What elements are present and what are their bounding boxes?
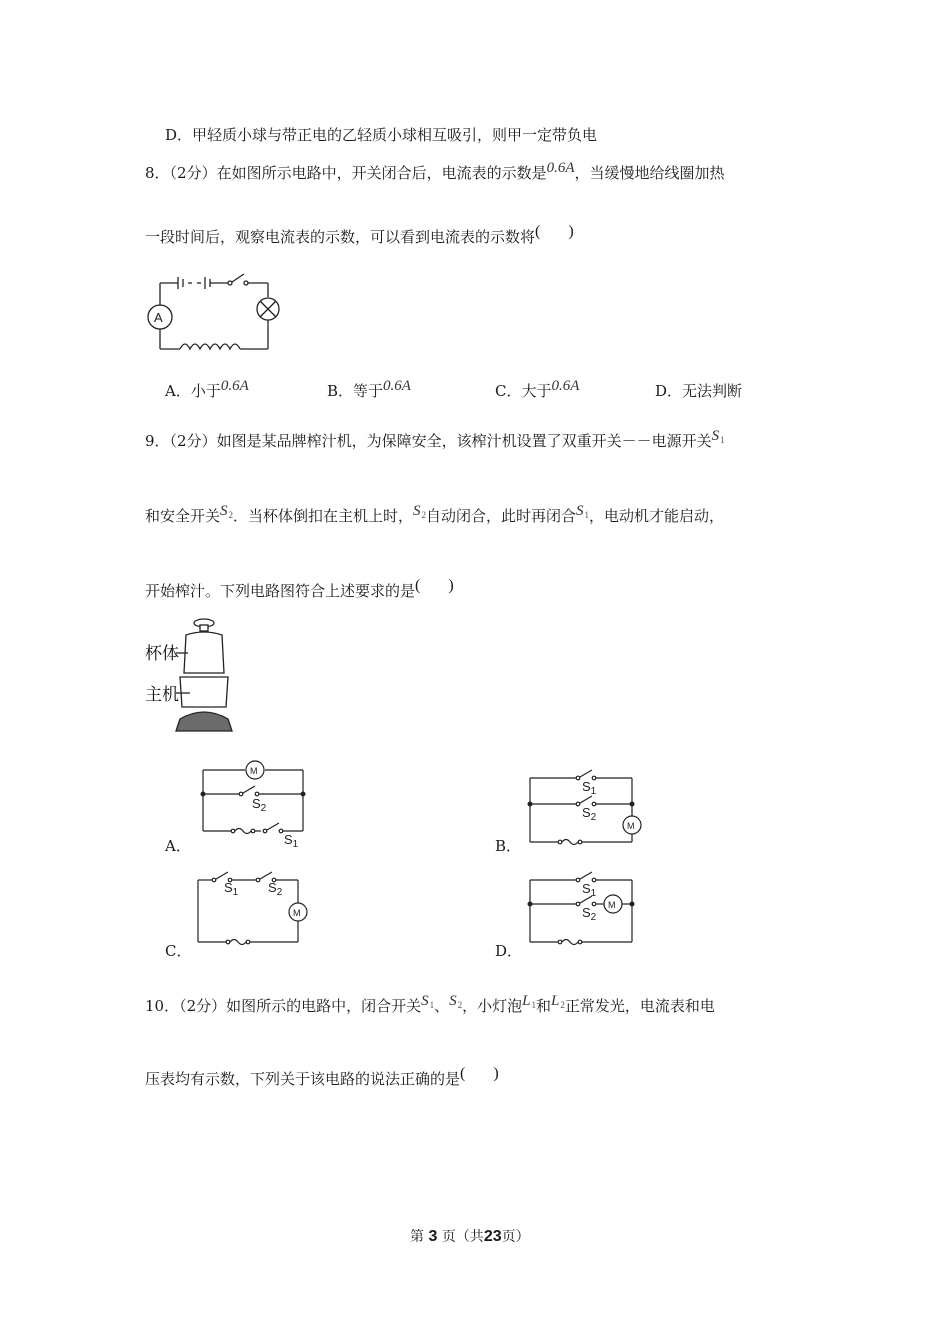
q9-line3 (145, 577, 454, 601)
motor-d: M (608, 900, 616, 910)
q10-stem-line1a: 10．（2分）如图所示的电路中，闭合开关 (145, 997, 422, 1015)
q9-s2-a-sub: 2 (228, 510, 234, 520)
switch-c-s1 (224, 880, 239, 898)
label-cup: 杯体 (145, 644, 179, 663)
motor-b: M (627, 821, 635, 831)
q9-s1-b: S (576, 503, 584, 519)
q8-option-b-label: B．等于 (327, 382, 384, 400)
q8-option-c-label: C．大于 (495, 382, 552, 400)
footer-page-number: 3 (428, 1228, 438, 1245)
q10-sep: 、 (434, 997, 450, 1015)
switch-d-s1-sub: 1 (590, 888, 597, 899)
switch-a-s1 (284, 832, 299, 850)
q9-line2 (145, 505, 724, 526)
q8-option-a-label: A．小于 (165, 382, 221, 400)
q10-s1: S (421, 993, 429, 1009)
q8-stem-start: 8．（2分）在如图所示电路中，开关闭合后，电流表的示数是 (145, 164, 547, 182)
q8-current-value: 0.6A (546, 160, 575, 176)
q9-circuit-c (190, 866, 320, 948)
q10-s2: S (449, 993, 457, 1009)
q9-option-c[interactable]: C． (165, 942, 192, 960)
footer-prefix: 第 (410, 1229, 424, 1245)
q10-stem-line1c: 正常发光，电流表和电 (564, 997, 715, 1015)
q8-option-b[interactable] (327, 380, 411, 401)
q10-stem-line1b: ，小灯泡 (462, 997, 523, 1015)
footer-suffix: 页） (501, 1229, 530, 1245)
q8-option-c-value: 0.6A (551, 378, 580, 394)
switch-b-s1 (582, 779, 597, 797)
switch-d-s1 (582, 881, 597, 899)
q8-stem-line2: 一段时间后，观察电流表的示数，可以看到电流表的示数将 (145, 228, 536, 246)
q9-stem-line2b: ．当杯体倒扣在主机上时， (233, 507, 414, 525)
q10-and: 和 (536, 997, 552, 1015)
q10-l2: L (551, 993, 560, 1009)
q10-l1: L (522, 993, 531, 1009)
q10-line1 (145, 995, 715, 1016)
switch-c-s2-s: S (268, 880, 277, 895)
q9-s1: S (711, 428, 720, 444)
q8-circuit-diagram (140, 265, 290, 360)
q9-stem-line3: 开始榨汁。下列电路图符合上述要求的是 (145, 582, 416, 600)
switch-c-s1-s: S (224, 880, 233, 895)
q10-s1-sub: 1 (429, 1000, 435, 1010)
q10-l2-sub: 2 (560, 1000, 565, 1010)
q8-option-a[interactable] (165, 380, 249, 401)
switch-a-s1-sub: 1 (292, 839, 299, 850)
switch-d-s2-sub: 2 (590, 912, 597, 923)
q10-s2-sub: 2 (457, 1000, 463, 1010)
q10-l1-sub: 1 (531, 1000, 537, 1010)
q9-circuit-b (522, 768, 652, 850)
q8-option-d-label: D．无法判断 (655, 382, 743, 400)
switch-c-s2 (268, 880, 283, 898)
footer-total-pages: 23 (483, 1228, 502, 1245)
q9-s2-b: S (413, 503, 421, 519)
q10-answer-paren[interactable]: ( ) (460, 1065, 499, 1082)
switch-b-s2-s: S (582, 805, 591, 820)
q8-option-c[interactable] (495, 380, 579, 401)
q8-stem-end: ，当缓慢地给线圈加热 (574, 164, 725, 182)
q9-answer-paren[interactable]: ( ) (415, 577, 454, 594)
switch-d-s2-s: S (582, 905, 591, 920)
q9-s2-b-sub: 2 (421, 510, 427, 520)
q9-stem-line2d: ，电动机才能启动， (589, 507, 725, 525)
page-footer (410, 1226, 530, 1246)
q9-option-d[interactable]: D． (495, 942, 523, 960)
q9-stem-line1: 9．（2分）如图是某品牌榨汁机，为保障安全，该榨汁机设置了双重开关－－电源开关 (145, 432, 712, 450)
q9-s2-a: S (220, 503, 228, 519)
footer-mid: 页（共 (441, 1229, 484, 1245)
q9-circuit-d (522, 866, 652, 948)
switch-b-s2 (582, 805, 597, 823)
switch-c-s2-sub: 2 (276, 887, 283, 898)
q9-line1 (145, 430, 725, 451)
juicer-illustration (140, 615, 250, 735)
q8-option-d[interactable] (655, 380, 742, 401)
q9-circuit-a (195, 758, 315, 850)
q10-stem-line2: 压表均有示数，下列关于该电路的说法正确的是 (145, 1070, 461, 1088)
q8-answer-paren[interactable]: ( ) (535, 223, 574, 240)
q9-s1-b-sub: 1 (584, 510, 590, 520)
ammeter-label: A (154, 310, 163, 325)
motor-a: M (250, 766, 258, 776)
label-base: 主机 (145, 685, 179, 704)
switch-a-s2-sub: 2 (260, 803, 267, 814)
q9-s1-sub: 1 (720, 435, 725, 445)
q8-option-b-value: 0.6A (383, 378, 411, 394)
switch-d-s2 (582, 905, 597, 923)
q8-line2 (145, 223, 574, 247)
switch-a-s2-s: S (252, 796, 261, 811)
q10-line2 (145, 1065, 499, 1089)
q9-option-b[interactable]: B． (495, 837, 522, 855)
switch-a-s2 (252, 796, 267, 814)
switch-c-s1-sub: 1 (232, 887, 239, 898)
q9-option-a[interactable]: A． (165, 837, 191, 855)
motor-c: M (293, 908, 301, 918)
q9-stem-line2c: 自动闭合，此时再闭合 (426, 507, 577, 525)
switch-a-s1-s: S (284, 832, 293, 847)
switch-d-s1-s: S (582, 881, 591, 896)
q8-line1 (145, 162, 725, 183)
q7-option-d: D．甲轻质小球与带正电的乙轻质小球相互吸引，则甲一定带负电 (165, 126, 598, 144)
switch-b-s2-sub: 2 (590, 812, 597, 823)
q9-stem-line2a: 和安全开关 (145, 507, 221, 525)
q8-option-a-value: 0.6A (220, 378, 249, 394)
switch-b-s1-sub: 1 (590, 786, 597, 797)
switch-b-s1-s: S (582, 779, 591, 794)
